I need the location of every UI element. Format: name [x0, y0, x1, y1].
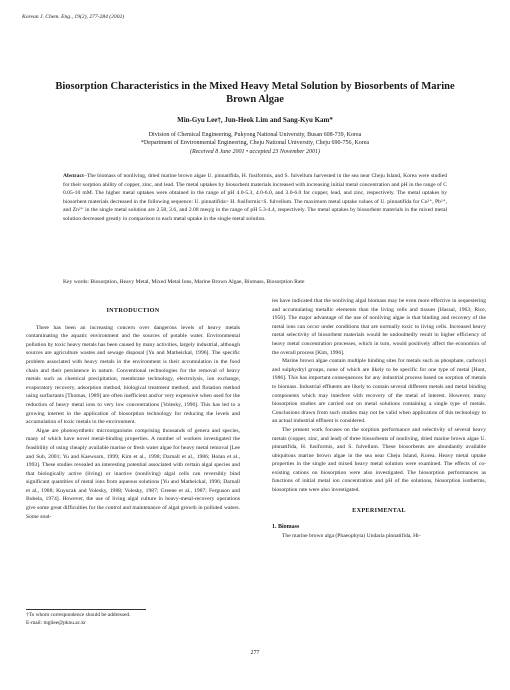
abstract: [63, 172, 447, 224]
biomass-subheading: 1. Biomass: [272, 524, 300, 531]
footnote: [26, 611, 130, 627]
paper-authors: Min-Gyu Lee†, Jun-Heok Lim and Sang-Kyu Kam*: [177, 116, 333, 124]
corresponding-email: E-mail: mgilee@pknu.ac.kr: [26, 620, 86, 626]
affiliation-2: *Department of Environmental Engineering, Cheju National University, Cheju 690-756, Korea: [140, 140, 370, 147]
intro-paragraph-5: The present work focuses on the sorption performance and selectivity of several heavy metals (copper, zinc, and lead) of three biosorbents of nonliving, dried marine brown algae U. pinnatifida, H. fusiformis, and S. fulvellum. These biosorbents are abundantly available ubiquitous marine brown algae in the sea near Cheju Island, Korea. Heavy metal uptake properties in the single and mixed heavy metal solution were examined. The effects of co-existing cations on biosorption were also investigated. The biosorption performances as functions of initial metal ion concentration and pH of the solutions, biosorption isotherms, biosorption rate were also investigated.: [272, 426, 486, 494]
biomass-paragraph: The marine brown alga (Phaeophyta) Undaria pinnatifida, Hi-: [282, 532, 421, 539]
intro-paragraph-1: There has been an increasing concern over dangerous levels of heavy metals contaminating the aquatic environment and the sources of potable water. Environmental pollution by toxic heavy metals has been caused by many activities, largely industrial, although sources are agriculture wastes and sewage disposal [Yu and Matheickal, 1996]. The specific problem associated with heavy metals in the environment is their accumulation in the food chain and their persistence in nature. Conventional technologies for the removal of heavy metals such as chemical precipitation, membrane technology, electrolysis, ion exchange, evaporatory recovery, adsorption method, biological treatment method, and flotation method using surfactants [Thomas, 1989] are often inefficient and/or very expensive when used for the reduction of heavy metal ions to very low concentrations [Volesky, 1990]. This has led to a growing interest in the application of biosorption technology for reducing the levels and accumulation of toxic metals in the environment.: [26, 324, 240, 426]
experimental-heading: EXPERIMENTAL: [352, 506, 406, 514]
abstract-text: −The biomass of nonliving, dried marine brown algae U. pinnatifida, H. fusiformis, and S. fulvellum harvested in the sea near Cheju Island, Korea were studied for their sorption ability of copper, zinc, and lead. The metal uptakes by biosorbent materials increased with increasing initial metal concentration and pH in the range of C 0.05-10 mM. The higher metal uptakes were obtained in the range of pH 4.0-5.3, 4.0-6.0, and 3.0-6.0 for copper, lead, and zinc, respectively. The metal uptakes by biosorbent materials decreased in the following sequence: U. pinnatifida> H. fusiformis>S. fulvellum. The maximum metal uptake values of U. pinnatifida for Cu²⁺, Pb²⁺, and Zn²⁺ in the single metal solution are 2.58, 2.6, and 2.08 meq/g in the range of pH 5.3-4.4, respectively. The metal uptakes by biosorbent materials in the mixed metal solution decreased greatly in comparison to each metal uptake in the single metal solution.: [63, 173, 447, 222]
correspondence-note: †To whom correspondence should be addressed.: [26, 612, 131, 618]
footnote-divider: [26, 609, 146, 610]
right-column: [272, 297, 486, 540]
journal-name: Korean J. Chem. Eng.,: [22, 14, 73, 20]
affiliations: [40, 131, 470, 156]
left-column: [26, 307, 240, 521]
abstract-label: Abstract: [63, 173, 84, 179]
page-number: 277: [250, 650, 260, 656]
journal-volume-pages: 19(2), 277-284 (2002): [74, 14, 125, 20]
received-accepted-dates: (Received 8 June 2001 • accepted 23 November 2001): [189, 148, 321, 155]
intro-paragraph-2: Algae are photosynthetic microorganisms comprising thousands of genera and species, many of which have novel metal-binding properties. A number of workers investigated the feasibility of using cheaply available marine or fresh water algae for heavy metal removal [Lee and Suh, 2001; Yu and Kaewsarn, 1999; Kim et al., 1998; Darnall et al., 1986; Holan et al., 1993]. These studies revealed an interesting potential associated with certain algal species and that biologically active (living) or inactive (nonliving) algal cells can reversibly bind significant quantities of metal ions from aqueous solutions [Yu and Matheickal, 1996; Darnall et al., 1988; Kuyucak and Volesky, 1988; Volesky, 1987; Greene et al., 1987; Ferguson and Bubela, 1974]. However, the use of living algal culture in heavy-metal-recovery operations give some great difficulties for the control and maintenance of algal growth in polluted waters. Some stud-: [26, 427, 240, 520]
intro-paragraph-4: Marine brown algae contain multiple binding sites for metals such as phosphate, carboxyl and sulphydryl groups, none of which are likely to be specific for one type of metal [Hunt, 1986]. This has important consequences for any industrial process based on sorption of metals to biomass. Industrial effluents are likely to contain several different metals and metal binding components which may interfere with recovery of the metal of interest. However, many biosorption studies are carried out on metal solutions containing a single type of metals. Conclusions drawn from such studies may not be valid when application of this technology to an actual industrial effluent is considered.: [272, 358, 486, 425]
paper-title: Biosorption Characteristics in the Mixed Heavy Metal Solution by Biosorbents of Marine Brown Algae: [55, 81, 455, 105]
affiliation-1: Division of Chemical Engineering, Pukyong National University, Busan 608-739, Korea: [148, 132, 362, 138]
intro-paragraph-3: ies have indicated that the nonliving algal biomass may be even more effective in sequestering and accumulating metallic elements than the living cells and tissues [Hassal, 1963; Rice, 1956]. The major advantage of the use of nonliving algae is that binding and recovery of the metal ions can occur under conditions that are normally toxic to living cells. Increased heavy metal selectivity of biosorbent materials would be undoubtedly result in higher efficiency of heavy metal concentration processes, which in turn, would positively affect the economics of the overall process [Kim, 1996].: [272, 298, 486, 356]
introduction-heading: INTRODUCTION: [106, 307, 160, 314]
journal-citation: [22, 14, 124, 20]
keywords: Key words: Biosorption, Heavy Metal, Mixed Metal Ions, Marine Brown Algae, Biomass, Biosorption Rate: [63, 279, 305, 285]
